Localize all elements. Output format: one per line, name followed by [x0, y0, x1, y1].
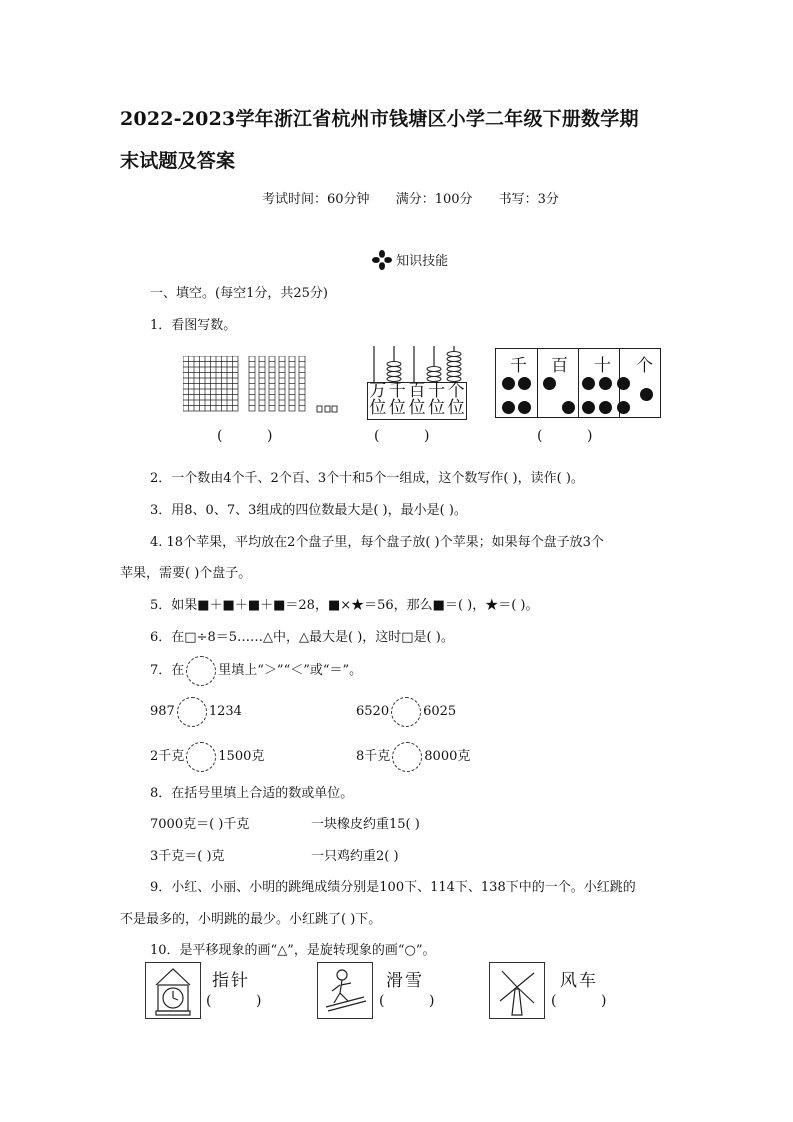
q10-label-ski: 滑雪: [386, 971, 424, 991]
skier-icon: [317, 962, 373, 1019]
q8-item-b: 一块橡皮约重15( ): [311, 817, 420, 832]
q1-blank-2[interactable]: ( ): [374, 428, 430, 444]
section-label: 知识技能: [396, 254, 449, 269]
clock-icon: [145, 962, 201, 1019]
q10-text: 10．是平移现象的画“△”，是旋转现象的画“○”。: [150, 943, 436, 958]
chart-header-hundreds: 百: [551, 356, 568, 376]
q4-text-2: 苹果，需要( )个盘子。: [120, 566, 252, 581]
q7-text: 7．在 里填上“＞”“＜”或“＝”。: [150, 659, 362, 678]
exam-meta: [262, 188, 581, 207]
exam-score: 满分：100分: [395, 192, 473, 207]
chart-header-tens: 十: [594, 356, 611, 376]
q9-text-2: 不是最多的，小明跳的最少。小红跳了( )下。: [120, 912, 382, 927]
q8-text: 8．在括号里填上合适的数或单位。: [150, 786, 354, 801]
place-value-chart: [495, 348, 661, 418]
abacus-base: 万 千 百 十 个 位 位 位 位 位: [367, 382, 467, 420]
q5-text: 5．如果■＋■＋■＋■＝28，■×★＝56，那么■＝( )，★＝( )。: [150, 598, 539, 613]
q8-item-c: 3千克＝( )克: [150, 849, 225, 864]
compare-circle-1[interactable]: [177, 697, 207, 727]
q10-label-windmill: 风车: [560, 971, 598, 991]
doc-title-line1: 2022-2023学年浙江省杭州市钱塘区小学二年级下册数学期: [120, 108, 639, 130]
q2-text: 2．一个数由4个千、2个百、3个十和5个一组成，这个数写作( )，读作( )。: [150, 471, 584, 486]
q4-text-1: 4. 18个苹果，平均放在2个盘子里，每个盘子放( )个苹果；如果每个盘子放3个: [150, 535, 604, 550]
abacus-figure: [367, 346, 467, 420]
exam-writing: 书写：3分: [498, 192, 559, 207]
q6-text: 6．在□÷8＝5……△中，△最大是( )，这时□是( )。: [150, 630, 454, 645]
q7-item-2: 6520 6025: [356, 704, 456, 719]
chart-header-thousands: 千: [510, 356, 527, 376]
flower-icon: [372, 250, 392, 270]
q3-text: 3．用8、0、7、3组成的四位数最大是( )，最小是( )。: [150, 503, 467, 518]
q1-blank-1[interactable]: ( ): [217, 428, 273, 444]
windmill-icon: [489, 962, 545, 1019]
section-header: [372, 250, 448, 270]
q10-label-pointer: 指针: [212, 971, 250, 991]
q7-item-4: 8千克 8000克: [356, 745, 470, 764]
part1-heading: 一、填空。(每空1分，共25分): [150, 286, 328, 301]
doc-title-line2: 末试题及答案: [120, 150, 236, 172]
q1-text: 1．看图写数。: [150, 318, 237, 333]
compare-circle-3[interactable]: [186, 742, 216, 772]
compare-circle-example: [186, 656, 216, 686]
compare-circle-4[interactable]: [392, 742, 422, 772]
q8-item-d: 一只鸡约重2( ): [311, 849, 399, 864]
q7-item-3: 2千克 1500克: [150, 745, 264, 764]
q10-blank-2[interactable]: ( ): [379, 993, 435, 1009]
q8-item-a: 7000克＝( )千克: [150, 817, 250, 832]
q10-blank-1[interactable]: ( ): [206, 993, 262, 1009]
q1-blank-3[interactable]: ( ): [537, 428, 593, 444]
base-ten-blocks-figure: [183, 356, 343, 418]
compare-circle-2[interactable]: [391, 697, 421, 727]
q10-blank-3[interactable]: ( ): [551, 993, 607, 1009]
chart-header-ones: 个: [636, 356, 653, 376]
q7-item-1: 987 1234: [150, 704, 242, 719]
q9-text-1: 9．小红、小丽、小明的跳绳成绩分别是100下、114下、138下中的一个。小红跳的: [150, 880, 636, 895]
exam-time: 考试时间：60分钟: [262, 192, 370, 207]
